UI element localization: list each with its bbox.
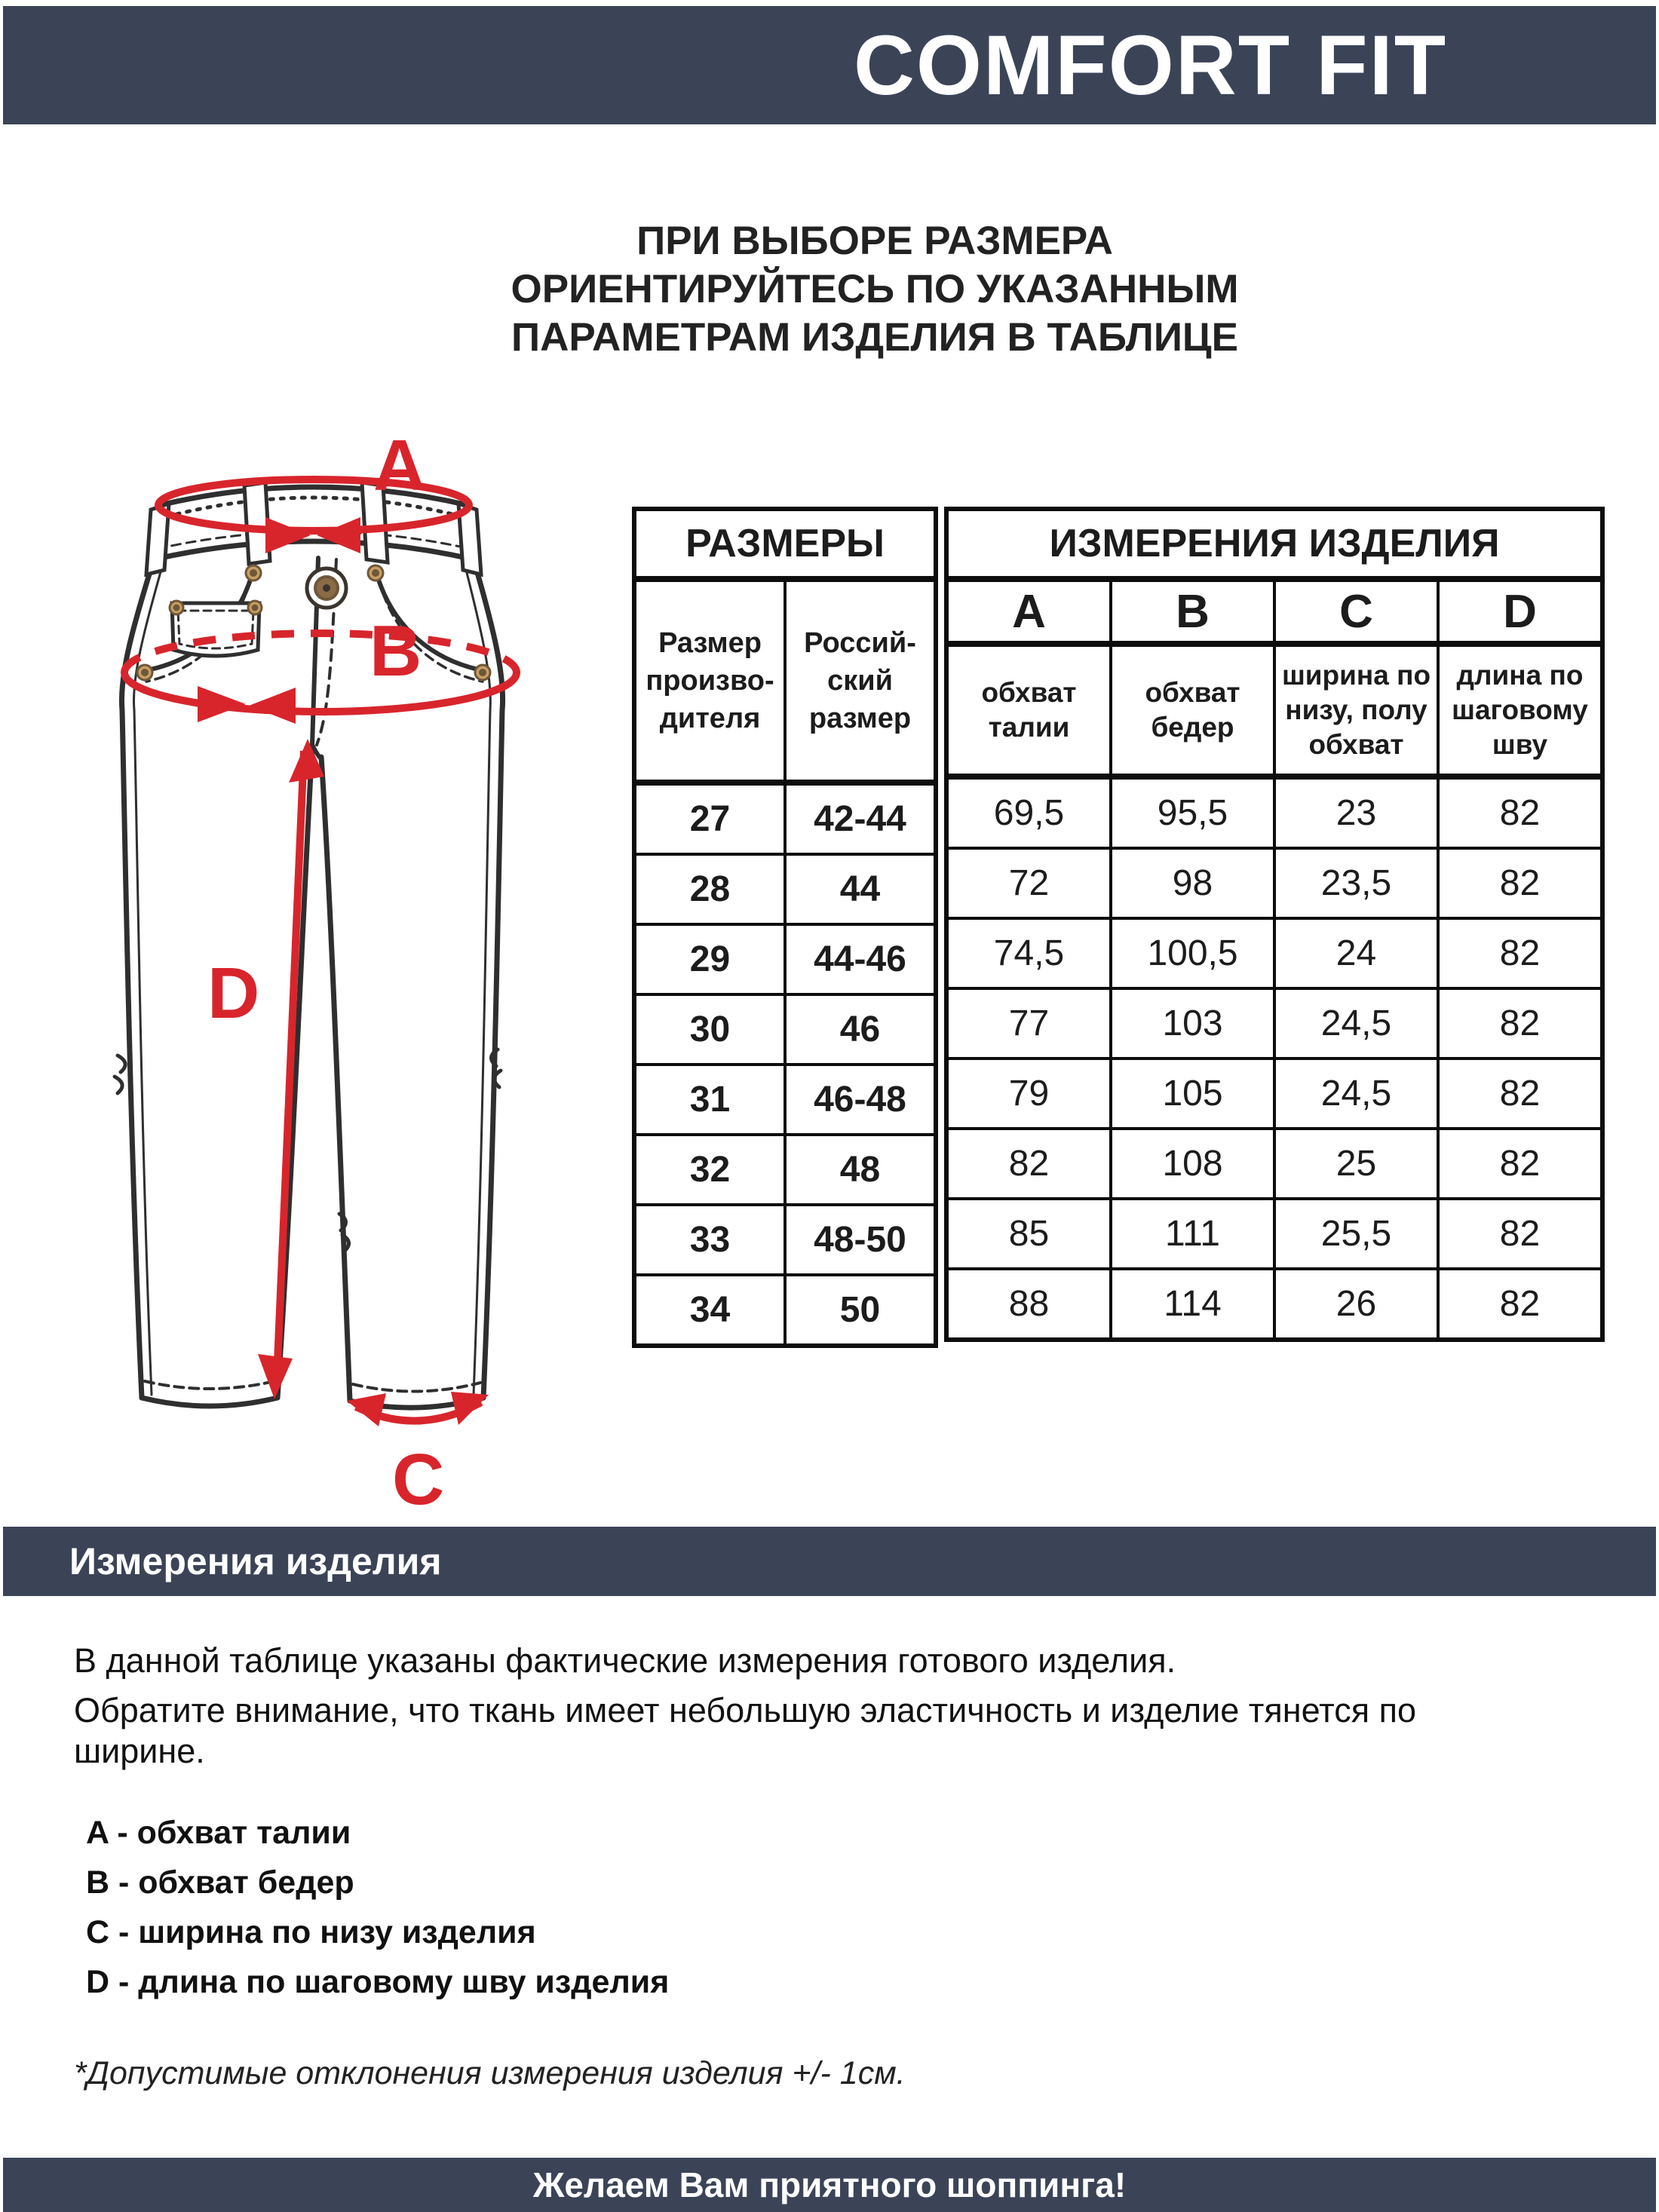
table-row [949,1270,1600,1337]
cell: 50 [839,1290,881,1330]
paragraph-actual-measurements: В данной таблице указаны фактические измерения готового изделия. [74,1641,1176,1680]
cell: 79 [949,1060,1112,1127]
cell: 44-46 [814,939,906,979]
cell: 24,5 [1276,990,1440,1057]
table-row [636,1136,934,1206]
cell: 108 [1112,1130,1276,1197]
cell: 25,5 [1276,1200,1440,1267]
measure-letter-row [949,582,1600,647]
intro-line: ПАРАМЕТРАМ ИЗДЕЛИЯ В ТАБЛИЦЕ [511,315,1238,360]
column-header-manufacturer-size [636,582,787,780]
legend-item: C - ширина по низу изделия [86,1914,536,1950]
cell: 82 [1499,1144,1541,1184]
column-header-line: произво- [646,665,774,697]
cell: 82 [1499,1284,1541,1324]
cell: 82 [1499,1003,1541,1043]
measure-legend [86,1808,669,2007]
cell: 25 [1276,1130,1440,1197]
letter-d: D [1503,585,1537,638]
info-paragraphs [74,1641,1424,1772]
sizes-table-header: РАЗМЕРЫ [636,511,934,582]
cell: 72 [949,850,1112,917]
d-label: D [207,953,260,1034]
cell: 32 [636,1136,787,1203]
legend-item: B - обхват бедер [86,1864,354,1901]
cell: 82 [1499,1214,1541,1254]
table-row [636,1276,934,1343]
cell: 26 [1276,1270,1440,1337]
cell: 24 [1276,920,1440,987]
desc-waist [949,647,1112,774]
cell: 23,5 [1276,850,1440,917]
cell: 46-48 [814,1080,906,1120]
letter-b: B [1112,582,1276,641]
footer-message: Желаем Вам приятного шоппинга! [532,2165,1127,2204]
cell: 82 [1499,863,1541,903]
cell: 100,5 [1112,920,1276,987]
desc-line: шаговому [1452,694,1588,725]
cell: 82 [949,1130,1112,1197]
cell: 48 [839,1150,881,1190]
table-row [636,786,934,856]
desc-line: бедер [1151,712,1234,743]
cell: 30 [636,996,787,1063]
a-label: A [373,425,426,506]
jeans-button [307,568,346,608]
cell: 82 [1499,933,1541,973]
cell: 74,5 [949,920,1112,987]
desc-leg-opening [1276,647,1440,774]
letter-a: A [949,582,1112,641]
column-header-line: Размер [658,627,762,659]
measure-description-row [949,647,1600,780]
cell: 88 [949,1270,1112,1337]
paragraph-elasticity: Обратите внимание, что ткань имеет небольшую эластичность и изделие тянется по ширине. [74,1691,1417,1770]
cell: 114 [1112,1270,1276,1337]
intro-heading [90,217,1659,362]
cell: 27 [636,786,787,853]
cell: 34 [636,1276,787,1343]
desc-line: длина по [1456,660,1584,691]
cell: 46 [839,1009,881,1049]
cell: 69,5 [949,780,1112,847]
measurements-table [944,507,1605,1342]
desc-line: обхват [1145,677,1240,708]
section-title: Измерения изделия [69,1540,442,1582]
column-header-line: Россий- [804,627,916,659]
measurements-table-header: ИЗМЕРЕНИЯ ИЗДЕЛИЯ [949,511,1600,582]
cell: 33 [636,1206,787,1273]
table-row [949,920,1600,990]
cell: 77 [949,990,1112,1057]
desc-line: талии [988,712,1070,743]
desc-line: шву [1492,729,1548,760]
jeans-outline [115,559,503,1408]
cell: 29 [636,926,787,993]
cell: 85 [949,1200,1112,1267]
table-row [636,1206,934,1276]
footer-bar [3,2158,1656,2212]
table-row [949,780,1600,850]
cell: 111 [1112,1200,1276,1267]
column-header-line: размер [808,703,912,734]
cell: 82 [1499,793,1541,833]
legend-item: A - обхват талии [86,1815,351,1851]
cell: 23 [1276,780,1440,847]
cell: 95,5 [1112,780,1276,847]
table-row [636,856,934,926]
intro-line: ПРИ ВЫБОРЕ РАЗМЕРА [636,219,1113,263]
cell: 48-50 [814,1220,906,1260]
desc-hips [1112,647,1276,774]
desc-inseam [1440,647,1600,774]
brand-title: COMFORT FIT [854,18,1448,112]
cell: 42-44 [814,799,906,839]
cell: 105 [1112,1060,1276,1127]
cell: 98 [1112,850,1276,917]
c-label: C [392,1439,445,1520]
section-bar [3,1527,1656,1596]
desc-line: обхват [1308,729,1404,760]
desc-line: обхват [981,677,1077,708]
b-label: B [370,611,422,691]
table-row [949,850,1600,920]
tolerance-note: *Допустимые отклонения измерения изделия +/- 1см. [74,2055,906,2091]
hem-measure-c [347,1392,489,1520]
cell: 31 [636,1066,787,1133]
table-row [949,990,1600,1060]
cell: 44 [839,869,881,909]
header-bar [3,6,1656,124]
cell: 103 [1112,990,1276,1057]
legend-item: D - длина по шаговому шву изделия [86,1964,670,2000]
cell: 24,5 [1276,1060,1440,1127]
jeans-diagram [75,422,603,1553]
table-row [949,1200,1600,1270]
desc-line: ширина по [1281,660,1431,691]
cell: 28 [636,856,787,923]
table-row [636,996,934,1066]
letter-c: C [1276,582,1440,641]
sizes-table [632,507,938,1348]
desc-line: низу, полу [1285,694,1427,725]
column-header-line: ский [827,665,893,697]
cell: 82 [1499,1074,1541,1114]
column-header-russian-size [787,582,934,780]
sizes-column-headers [636,582,934,786]
table-row [949,1130,1600,1200]
intro-line: ОРИЕНТИРУЙТЕСЬ ПО УКАЗАННЫМ [511,267,1239,311]
table-row [949,1060,1600,1130]
column-header-line: дителя [659,703,761,734]
table-row [636,1066,934,1136]
table-row [636,926,934,996]
